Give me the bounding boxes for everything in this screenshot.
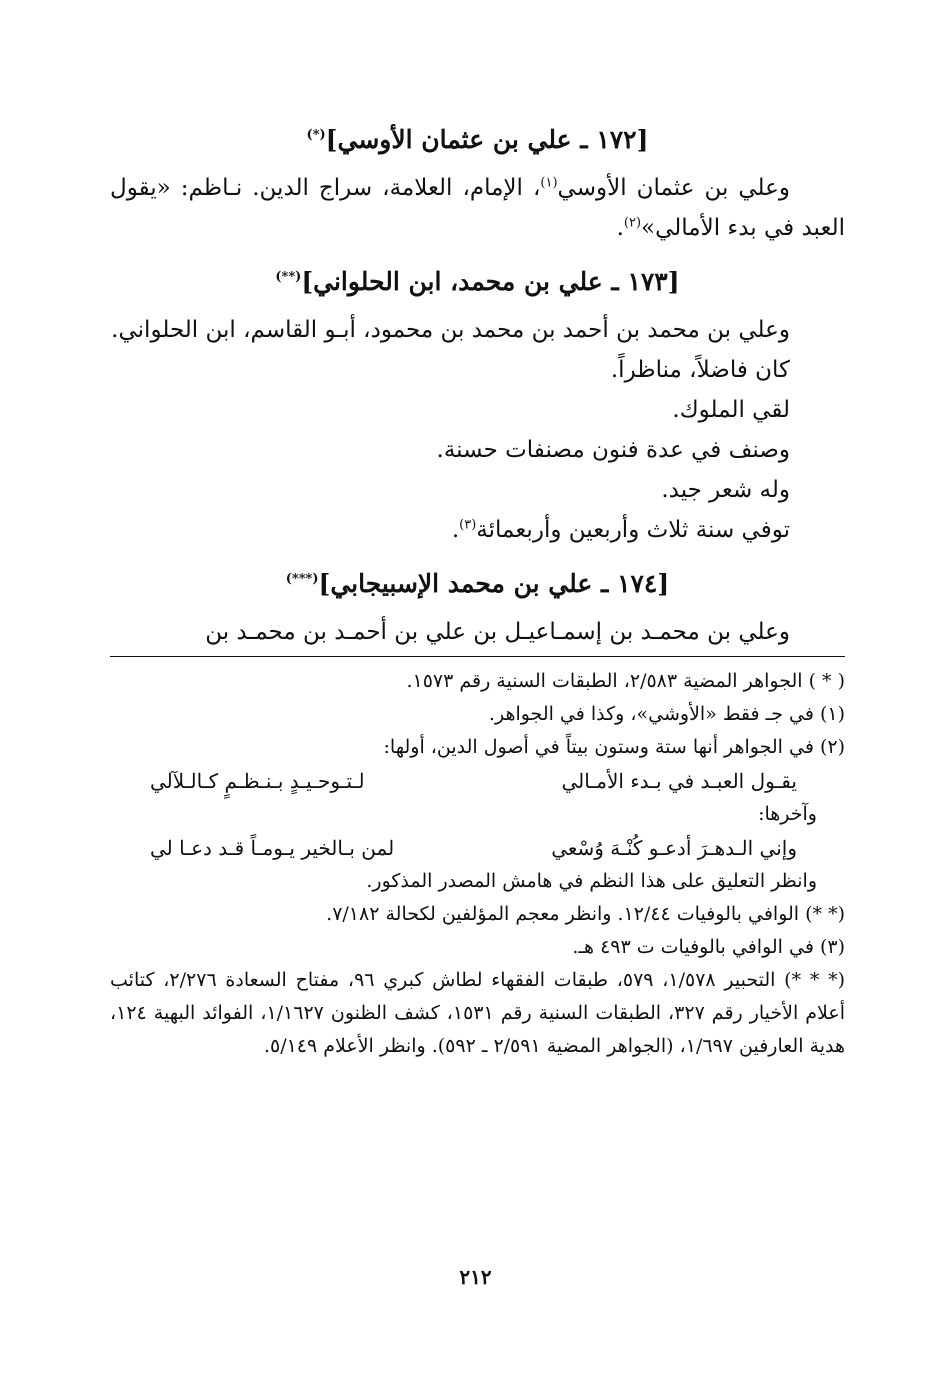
footnote: (١) في جـ فقط «الأوشي»، وكذا في الجواهر. <box>488 703 845 725</box>
entry-173-heading: [١٧٣ ـ علي بن محمد، ابن الحلواني](**) <box>275 267 680 296</box>
verse-line: وإني الـدهـرَ أدعـو كُنْـهَ وُسْعي لمن بـالخير يـومـاً قـد دعـا لي <box>150 836 797 860</box>
footnote: (* * *) التحبير ١/٥٧٨، ٥٧٩، طبقات الفقهاء لطاش كبري ٩٦، مفتاح السعادة ٢/٢٧٦، كتائب أعلام الأخيار رقم ٣٢٧، الطبقات السنية رقم ١٥٣١، كشف الظنون ١/١٦٢٧، الفوائد البهية ١٢٤، هدية العارفين ١/٦٩٧، (الجواهر المضية ٢/٥٩١ ـ ٥٩٢). وانظر الأعلام ٥/١٤٩. <box>110 969 846 1057</box>
footnote-ref: (٢) <box>623 215 642 231</box>
footnote-marker: (*) <box>306 127 326 143</box>
footnote-ref: (٣) <box>459 517 477 533</box>
footnote: وانظر التعليق على هذا النظم في هامش المصدر المذكور. <box>366 870 817 892</box>
verse-line: يقـول العبـد في بـدء الأمـالي لـتـوحـيـدٍ بـنـظـمٍ كـالـلآلي <box>150 769 797 793</box>
entry-173-line: توفي سنة ثلاث وأربعين وأربعمائة$^{(٣)}$. <box>451 517 790 543</box>
entry-173-line: لقي الملوك. <box>672 397 790 423</box>
entry-174-heading: [١٧٤ ـ علي بن محمد الإسبيجابي](***) <box>285 569 670 598</box>
page-number: ٢١٢ <box>459 1265 492 1289</box>
entry-173-line: وله شعر جيد. <box>661 477 790 503</box>
footnote: وآخرها: <box>758 803 817 825</box>
entry-173-line: كان فاضلاً، مناظراً. <box>610 357 790 383</box>
page-body <box>110 120 845 1063</box>
footnote-marker: (***) <box>285 571 319 587</box>
footnote: ( * ) الجواهر المضية ٢/٥٨٣، الطبقات السنية رقم ١٥٧٣. <box>406 670 845 692</box>
footnote-marker: (**) <box>275 269 302 285</box>
entry-174-intro: وعلي بن محمـد بن إسمـاعيـل بن علي بن أحمـد بن محمـد بن <box>205 619 790 645</box>
footnote-ref: (١) <box>540 175 558 191</box>
entry-172-text: وعلي بن عثمان الأوسي$^{(١)}$، الإمام، العلامة، سراج الدين. نـاظم: «يقول العبد في بدء الأمالي»$^{(٢)}$. <box>110 175 845 241</box>
footnote-separator <box>110 656 845 657</box>
footnote: (٢) في الجواهر أنها ستة وستون بيتاً في أصول الدين، أولها: <box>383 736 845 758</box>
entry-173-intro: وعلي بن محمد بن أحمد بن محمد بن محمود، أبـو القاسم، ابن الحلواني. <box>111 317 790 343</box>
entry-173-line: وصنف في عدة فنون مصنفات حسنة. <box>436 437 790 463</box>
footnote: (* *) الوافي بالوفيات ١٢/٤٤. وانظر معجم المؤلفين لكحالة ٧/١٨٢. <box>326 903 845 925</box>
footnote: (٣) في الوافي بالوفيات ت ٤٩٣ هـ. <box>572 936 845 958</box>
entry-172-heading: [١٧٢ ـ علي بن عثمان الأوسي](*) <box>306 125 649 154</box>
